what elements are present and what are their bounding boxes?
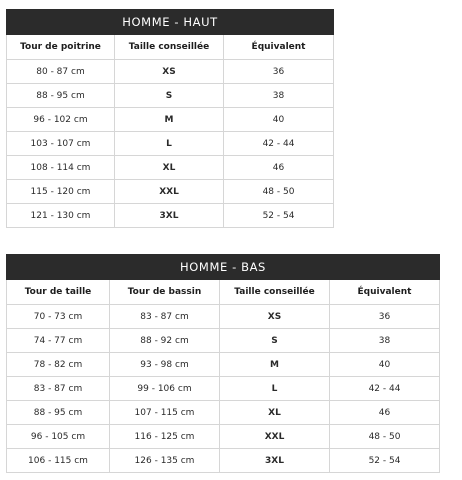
equivalent-cell: 52 - 54 bbox=[330, 449, 440, 473]
table-title-haut: HOMME - HAUT bbox=[7, 10, 334, 35]
chest-measure-cell: 88 - 95 cm bbox=[7, 84, 115, 108]
size-cell: XXL bbox=[220, 425, 330, 449]
waist-measure-cell: 96 - 105 cm bbox=[7, 425, 110, 449]
equivalent-cell: 42 - 44 bbox=[330, 377, 440, 401]
equivalent-cell: 36 bbox=[224, 60, 334, 84]
table-row bbox=[7, 132, 334, 156]
table-row bbox=[7, 60, 334, 84]
table-row bbox=[7, 329, 440, 353]
size-cell: M bbox=[115, 108, 224, 132]
equivalent-cell: 38 bbox=[224, 84, 334, 108]
size-table-haut bbox=[6, 9, 334, 228]
chest-measure-cell: 96 - 102 cm bbox=[7, 108, 115, 132]
column-header-taille-conseillee: Taille conseillée bbox=[115, 35, 224, 60]
table-row bbox=[7, 305, 440, 329]
table-row bbox=[7, 108, 334, 132]
size-cell: M bbox=[220, 353, 330, 377]
size-table-bas bbox=[6, 254, 440, 473]
hip-measure-cell: 93 - 98 cm bbox=[110, 353, 220, 377]
hip-measure-cell: 99 - 106 cm bbox=[110, 377, 220, 401]
hip-measure-cell: 116 - 125 cm bbox=[110, 425, 220, 449]
table-row bbox=[7, 204, 334, 228]
size-cell: 3XL bbox=[220, 449, 330, 473]
size-cell: XS bbox=[220, 305, 330, 329]
equivalent-cell: 52 - 54 bbox=[224, 204, 334, 228]
equivalent-cell: 46 bbox=[330, 401, 440, 425]
waist-measure-cell: 83 - 87 cm bbox=[7, 377, 110, 401]
size-cell: XL bbox=[115, 156, 224, 180]
hip-measure-cell: 126 - 135 cm bbox=[110, 449, 220, 473]
size-cell: XL bbox=[220, 401, 330, 425]
column-header-tour-de-taille: Tour de taille bbox=[7, 280, 110, 305]
table-row bbox=[7, 449, 440, 473]
size-cell: L bbox=[115, 132, 224, 156]
table-row bbox=[7, 401, 440, 425]
table-row bbox=[7, 377, 440, 401]
column-header-equivalent: Équivalent bbox=[330, 280, 440, 305]
waist-measure-cell: 70 - 73 cm bbox=[7, 305, 110, 329]
equivalent-cell: 42 - 44 bbox=[224, 132, 334, 156]
size-cell: 3XL bbox=[115, 204, 224, 228]
column-header-equivalent: Équivalent bbox=[224, 35, 334, 60]
waist-measure-cell: 88 - 95 cm bbox=[7, 401, 110, 425]
hip-measure-cell: 107 - 115 cm bbox=[110, 401, 220, 425]
size-cell: S bbox=[220, 329, 330, 353]
waist-measure-cell: 74 - 77 cm bbox=[7, 329, 110, 353]
table-row bbox=[7, 156, 334, 180]
size-cell: XS bbox=[115, 60, 224, 84]
table-row bbox=[7, 84, 334, 108]
table-row bbox=[7, 180, 334, 204]
equivalent-cell: 48 - 50 bbox=[224, 180, 334, 204]
chest-measure-cell: 103 - 107 cm bbox=[7, 132, 115, 156]
table-title-bas: HOMME - BAS bbox=[7, 255, 440, 280]
column-header-taille-conseillee: Taille conseillée bbox=[220, 280, 330, 305]
chest-measure-cell: 115 - 120 cm bbox=[7, 180, 115, 204]
equivalent-cell: 38 bbox=[330, 329, 440, 353]
equivalent-cell: 36 bbox=[330, 305, 440, 329]
equivalent-cell: 40 bbox=[224, 108, 334, 132]
size-cell: XXL bbox=[115, 180, 224, 204]
chest-measure-cell: 121 - 130 cm bbox=[7, 204, 115, 228]
hip-measure-cell: 83 - 87 cm bbox=[110, 305, 220, 329]
waist-measure-cell: 78 - 82 cm bbox=[7, 353, 110, 377]
equivalent-cell: 40 bbox=[330, 353, 440, 377]
table-row bbox=[7, 425, 440, 449]
chest-measure-cell: 80 - 87 cm bbox=[7, 60, 115, 84]
chest-measure-cell: 108 - 114 cm bbox=[7, 156, 115, 180]
size-cell: L bbox=[220, 377, 330, 401]
waist-measure-cell: 106 - 115 cm bbox=[7, 449, 110, 473]
column-header-tour-de-poitrine: Tour de poitrine bbox=[7, 35, 115, 60]
size-cell: S bbox=[115, 84, 224, 108]
equivalent-cell: 46 bbox=[224, 156, 334, 180]
column-header-tour-de-bassin: Tour de bassin bbox=[110, 280, 220, 305]
equivalent-cell: 48 - 50 bbox=[330, 425, 440, 449]
hip-measure-cell: 88 - 92 cm bbox=[110, 329, 220, 353]
table-row bbox=[7, 353, 440, 377]
